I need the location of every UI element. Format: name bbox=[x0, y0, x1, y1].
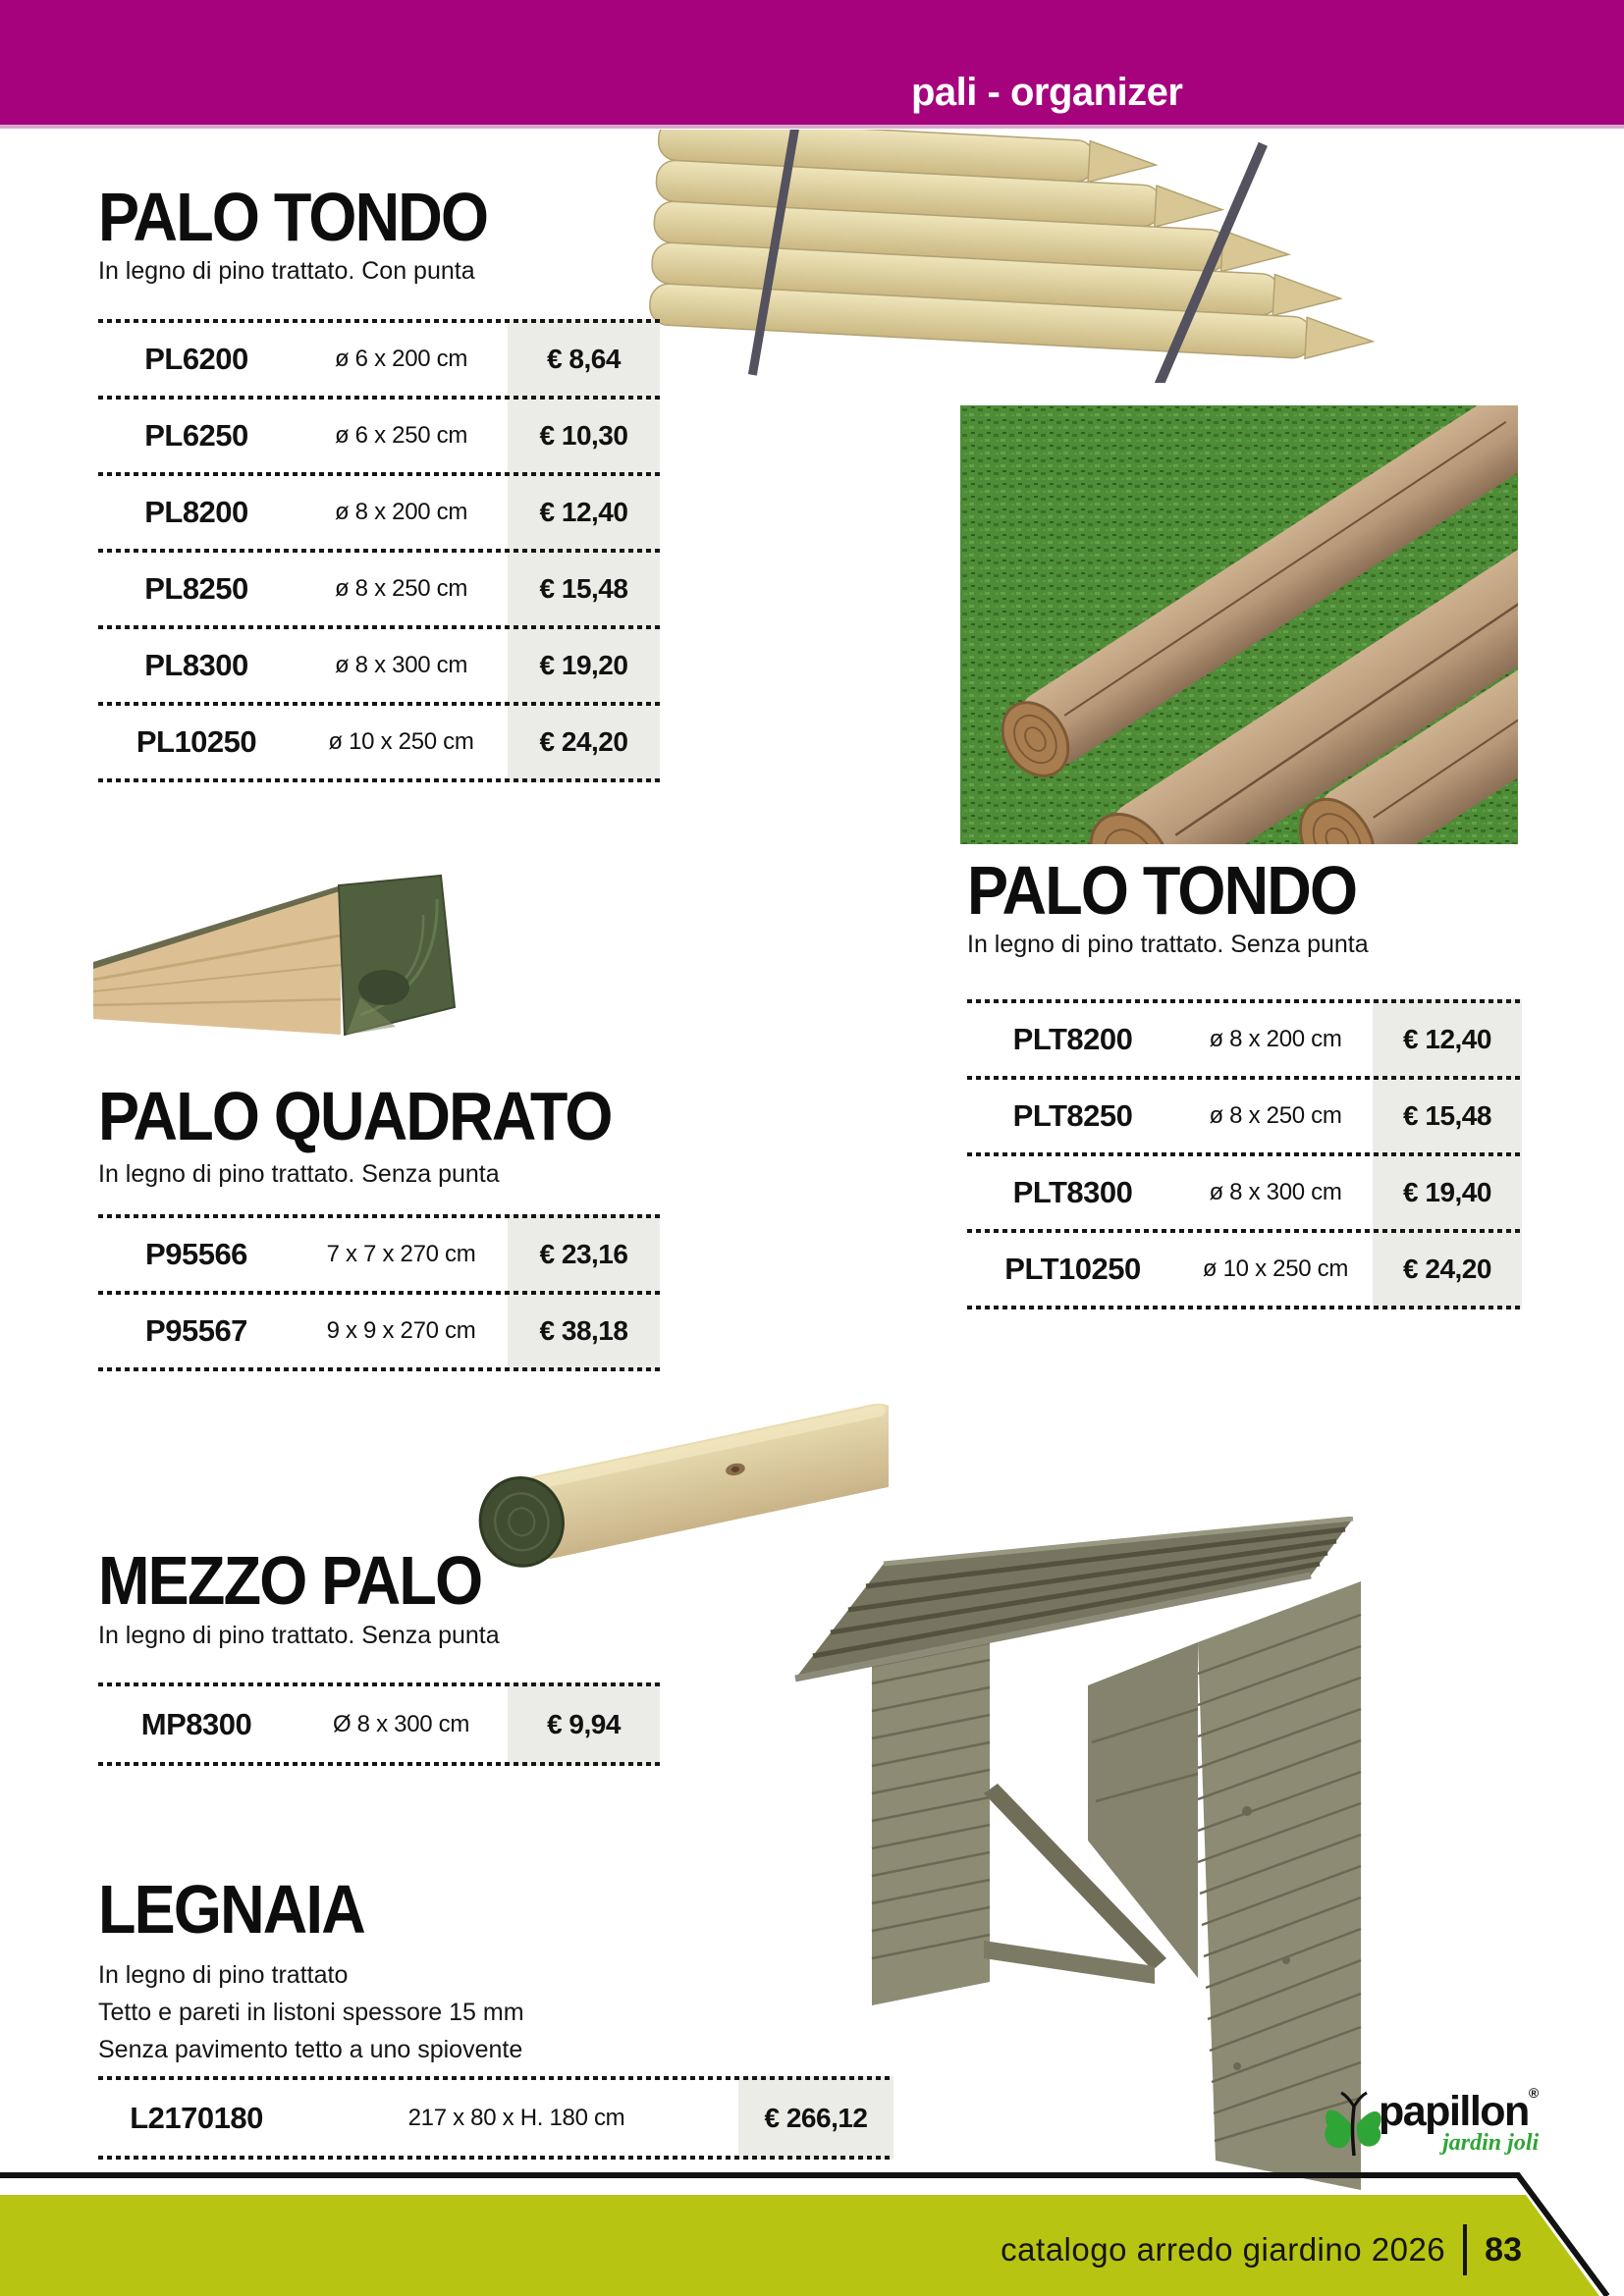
dotted-separator bbox=[967, 1306, 1522, 1309]
product-code: PLT8300 bbox=[1012, 1175, 1133, 1209]
brand-name: papillon® bbox=[1379, 2085, 1540, 2135]
product-price: € 15,48 bbox=[539, 573, 628, 604]
product-size: 217 x 80 x H. 180 cm bbox=[407, 2104, 625, 2131]
dotted-separator bbox=[98, 1214, 660, 1218]
dotted-separator bbox=[98, 2156, 893, 2160]
product-size: ø 8 x 250 cm bbox=[334, 575, 468, 602]
product-code: L2170180 bbox=[130, 2100, 263, 2135]
section-subtitle-mezzo-palo: In legno di pino trattato. Senza punta bbox=[98, 1622, 500, 1649]
product-code: PL8200 bbox=[144, 495, 248, 529]
section-subtitle-palo-tondo-cp: In legno di pino trattato. Con punta bbox=[98, 257, 475, 285]
product-code: PLT8250 bbox=[1012, 1098, 1133, 1133]
dotted-separator bbox=[98, 778, 660, 782]
product-code: PL10250 bbox=[135, 724, 257, 759]
table-row bbox=[98, 1218, 660, 1291]
dotted-separator bbox=[967, 1229, 1522, 1233]
brand-logo-papillon bbox=[1322, 2087, 1538, 2175]
dotted-separator bbox=[98, 2076, 893, 2080]
photo-palo-quadrato bbox=[93, 842, 459, 1043]
product-code: PLT10250 bbox=[1004, 1252, 1141, 1286]
photo-palo-tondo-grass bbox=[960, 405, 1518, 844]
dotted-separator bbox=[98, 1682, 660, 1686]
product-price: € 24,20 bbox=[539, 726, 628, 757]
table-row bbox=[98, 1686, 660, 1762]
registered-mark: ® bbox=[1528, 2085, 1540, 2101]
table-row bbox=[967, 1233, 1522, 1306]
header-band bbox=[0, 0, 1624, 129]
table-row bbox=[98, 476, 660, 549]
product-price: € 38,18 bbox=[539, 1315, 628, 1346]
table-row bbox=[98, 323, 660, 396]
product-price: € 12,40 bbox=[1403, 1024, 1491, 1054]
table-row bbox=[98, 400, 660, 472]
price-table-palo-tondo-cp bbox=[98, 319, 660, 782]
table-row bbox=[967, 1080, 1522, 1152]
dotted-separator bbox=[98, 1762, 660, 1766]
price-table-palo-tondo-sp bbox=[967, 999, 1522, 1309]
footer-text bbox=[1001, 2224, 1522, 2275]
product-size: Ø 8 x 300 cm bbox=[332, 1710, 470, 1737]
footer-catalog-label: catalogo arredo giardino 2026 bbox=[1001, 2231, 1446, 2268]
product-code: PL6200 bbox=[144, 342, 248, 376]
dotted-separator bbox=[967, 1152, 1522, 1156]
dotted-separator bbox=[98, 472, 660, 476]
product-size: 7 x 7 x 270 cm bbox=[326, 1241, 476, 1267]
table-row bbox=[98, 1295, 660, 1367]
table-row bbox=[967, 1003, 1522, 1076]
price-table-mezzo-palo bbox=[98, 1682, 660, 1766]
product-price: € 15,48 bbox=[1403, 1100, 1491, 1131]
product-size: ø 8 x 300 cm bbox=[1209, 1179, 1342, 1205]
butterfly-icon bbox=[1322, 2087, 1386, 2164]
section-title-palo-tondo-cp: PALO TONDO bbox=[98, 179, 488, 255]
product-size: ø 8 x 300 cm bbox=[334, 652, 468, 678]
section-title-mezzo-palo: MEZZO PALO bbox=[98, 1542, 482, 1619]
dotted-separator bbox=[98, 625, 660, 629]
product-price: € 9,94 bbox=[547, 1708, 621, 1739]
product-code: PL8250 bbox=[144, 571, 248, 606]
dotted-separator bbox=[98, 1291, 660, 1295]
product-code: PL6250 bbox=[144, 418, 248, 453]
product-price: € 24,20 bbox=[1403, 1254, 1491, 1284]
product-price: € 19,40 bbox=[1403, 1177, 1491, 1207]
dotted-separator bbox=[98, 319, 660, 323]
product-size: ø 10 x 250 cm bbox=[328, 728, 474, 755]
footer-divider bbox=[1463, 2224, 1467, 2275]
legnaia-desc-line2: Tetto e pareti in listoni spessore 15 mm bbox=[98, 1999, 524, 2026]
table-row bbox=[98, 706, 660, 778]
product-code: P95566 bbox=[145, 1237, 247, 1271]
dotted-separator bbox=[967, 1076, 1522, 1080]
section-subtitle-palo-quadrato: In legno di pino trattato. Senza punta bbox=[98, 1160, 500, 1188]
table-row bbox=[98, 629, 660, 702]
page-category-title: pali - organizer bbox=[911, 71, 1183, 114]
product-size: ø 8 x 250 cm bbox=[1209, 1102, 1342, 1129]
legnaia-desc-line1: In legno di pino trattato bbox=[98, 1961, 349, 1989]
product-price: € 266,12 bbox=[764, 2102, 868, 2133]
table-row bbox=[98, 2080, 893, 2156]
dotted-separator bbox=[967, 999, 1522, 1003]
product-price: € 12,40 bbox=[539, 497, 628, 527]
product-price: € 10,30 bbox=[539, 420, 628, 451]
section-subtitle-palo-tondo-sp: In legno di pino trattato. Senza punta bbox=[967, 931, 1369, 958]
product-code: PLT8200 bbox=[1012, 1022, 1133, 1056]
product-size: ø 8 x 200 cm bbox=[1209, 1026, 1342, 1052]
price-table-palo-quadrato bbox=[98, 1214, 660, 1371]
dotted-separator bbox=[98, 1367, 660, 1371]
page-number: 83 bbox=[1485, 2230, 1522, 2269]
table-row bbox=[967, 1156, 1522, 1229]
product-price: € 23,16 bbox=[539, 1239, 628, 1269]
product-size: ø 6 x 200 cm bbox=[334, 346, 468, 372]
product-code: MP8300 bbox=[140, 1706, 252, 1741]
section-title-palo-quadrato: PALO QUADRATO bbox=[98, 1078, 612, 1154]
brand-tagline: jardin joli bbox=[1442, 2129, 1540, 2156]
product-size: 9 x 9 x 270 cm bbox=[326, 1317, 476, 1344]
product-price: € 19,20 bbox=[539, 650, 628, 680]
photo-palo-tondo-bundle bbox=[628, 130, 1424, 383]
section-title-legnaia: LEGNAIA bbox=[98, 1871, 364, 1948]
product-price: € 8,64 bbox=[547, 344, 621, 374]
dotted-separator bbox=[98, 396, 660, 400]
product-code: P95567 bbox=[145, 1313, 247, 1348]
table-row bbox=[98, 553, 660, 625]
dotted-separator bbox=[98, 702, 660, 706]
product-size: ø 8 x 200 cm bbox=[334, 499, 468, 525]
product-size: ø 10 x 250 cm bbox=[1202, 1255, 1349, 1282]
product-size: ø 6 x 250 cm bbox=[334, 422, 468, 449]
section-title-palo-tondo-sp: PALO TONDO bbox=[967, 852, 1357, 929]
price-table-legnaia bbox=[98, 2076, 893, 2160]
dotted-separator bbox=[98, 549, 660, 553]
legnaia-desc-line3: Senza pavimento tetto a uno spiovente bbox=[98, 2036, 523, 2063]
product-code: PL8300 bbox=[144, 648, 248, 682]
